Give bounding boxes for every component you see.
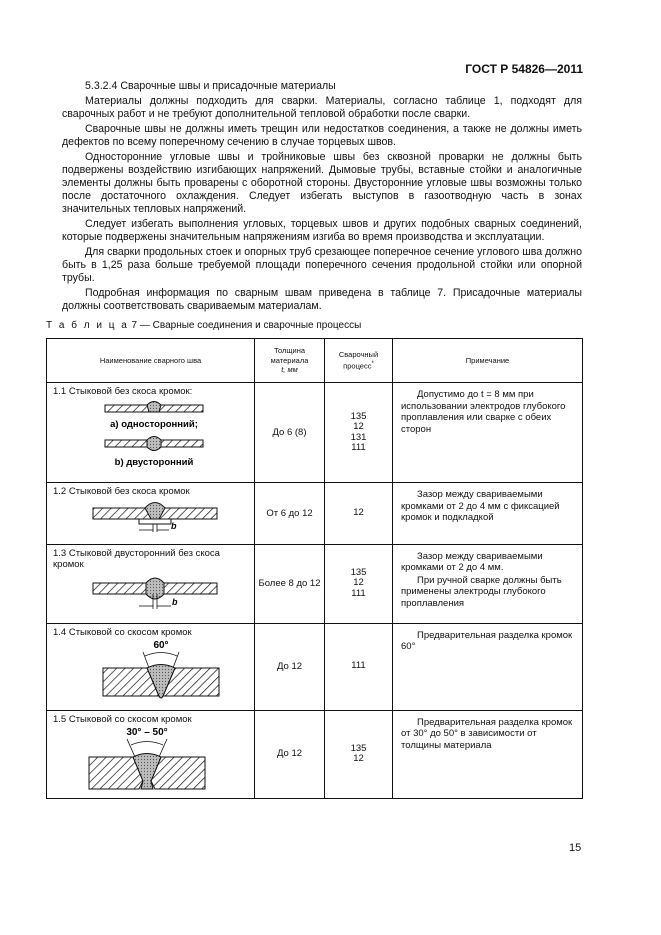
table-row bbox=[47, 383, 583, 483]
cell-name bbox=[47, 623, 255, 710]
table-row bbox=[47, 623, 583, 710]
paragraph: Подробная информация по сварным швам приведена в таблице 7. Присадочные материалы должны соответствовать свариваемым материалам. bbox=[62, 287, 582, 313]
bevel-angle-label: 30° – 50° bbox=[126, 727, 168, 738]
variant-b-label: b) двусторонний bbox=[114, 456, 194, 468]
section-heading: 5.3.2.4 Сварочные швы и присадочные материалы bbox=[85, 80, 336, 92]
gap-label: b bbox=[172, 596, 178, 607]
cell-thickness: До 12 bbox=[255, 710, 325, 798]
header-note: Примечание bbox=[393, 339, 583, 383]
paragraph: Следует избегать выполнения угловых, торцевых швов и других подобных сварных соединений, которые подвержены значительным напряжениям изгиба во время производства и эксплуатации. bbox=[62, 218, 582, 244]
weld-name: 1.5 Стыковой со скосом кромок bbox=[53, 713, 192, 725]
header-process: Сварочный процесс* bbox=[325, 339, 393, 383]
variant-a-label: а) односторонний; bbox=[110, 418, 198, 430]
cell-thickness: До 12 bbox=[255, 623, 325, 710]
cell-note: Предварительная разделка кромок от 30° до 50° в зависимости от толщины материала bbox=[393, 710, 583, 798]
table-caption-prefix: Т а б л и ц а bbox=[46, 320, 129, 331]
document-header: ГОСТ Р 54826—2011 bbox=[465, 62, 583, 76]
cell-thickness: Более 8 до 12 bbox=[255, 544, 325, 623]
gap-label: b bbox=[171, 520, 177, 531]
cell-name bbox=[47, 710, 255, 798]
cell-name bbox=[47, 544, 255, 623]
cell-thickness: До 6 (8) bbox=[255, 383, 325, 483]
cell-name bbox=[47, 483, 255, 545]
paragraph: Сварочные швы не должны иметь трещин или недостатков соединения, а также не должны иметь дефектов по всему поперечному сечению в случае торцевых швов. bbox=[62, 122, 582, 148]
weld-name: 1.4 Стыковой со скосом кромок bbox=[53, 626, 192, 638]
header-name: Наименование сварного шва bbox=[47, 339, 255, 383]
bevel-angle-label: 60° bbox=[153, 640, 169, 651]
table-row bbox=[47, 544, 583, 623]
cell-process: 111 bbox=[325, 623, 393, 710]
table-row bbox=[47, 710, 583, 798]
cell-note: Допустимо до t = 8 мм при использовании электродов глубокого проплавления или сварке с обеих сторон bbox=[393, 383, 583, 483]
table-row bbox=[47, 483, 583, 545]
cell-process: 135 12 131 111 bbox=[325, 383, 393, 483]
cell-process: 12 bbox=[325, 483, 393, 545]
cell-thickness: От 6 до 12 bbox=[255, 483, 325, 545]
welds-table bbox=[46, 338, 583, 799]
header-thickness: Толщина материала t, мм bbox=[255, 339, 325, 383]
weld-diagram-backing bbox=[53, 498, 243, 544]
weld-name: 1.2 Стыковой без скоса кромок bbox=[53, 486, 190, 497]
cell-note: Зазор между свариваемыми кромками от 2 до 4 мм с фиксацией кромок и подкладкой bbox=[393, 483, 583, 545]
cell-process: 135 12 111 bbox=[325, 544, 393, 623]
cell-process: 135 12 bbox=[325, 710, 393, 798]
page-number: 15 bbox=[569, 842, 582, 854]
cell-note: Предварительная разделка кромок 60° bbox=[393, 623, 583, 710]
section-body bbox=[62, 80, 582, 313]
cell-name bbox=[47, 383, 255, 483]
weld-name: 1.1 Стыковой без скоса кромок: bbox=[53, 386, 193, 397]
cell-note: Зазор между свариваемыми кромками от 2 до 4 мм. При ручной сварке должны быть применены электроды глубокого проплавления bbox=[393, 544, 583, 623]
table-caption bbox=[46, 320, 361, 331]
weld-diagram-v-groove-30-50 bbox=[53, 725, 243, 797]
weld-diagram-v-groove-60 bbox=[53, 638, 243, 708]
table-caption-text: 7 — Сварные соединения и сварочные процессы bbox=[128, 320, 362, 331]
table-header-row bbox=[47, 339, 583, 383]
paragraph: Материалы должны подходить для сварки. Материалы, согласно таблице 1, подходят для сварочных работ и не требуют дополнительной тепловой обработки после сварки. bbox=[62, 94, 582, 120]
weld-diagram-double-sided bbox=[53, 571, 243, 615]
weld-name: 1.3 Стыковой двусторонний без скоса кромок bbox=[53, 547, 220, 570]
paragraph: Для сварки продольных стоек и опорных труб срезающее поперечное сечение углового шва должно быть в 1,25 раза больше требуемой площади поперечного сечения продольной стойки или опорной трубы. bbox=[62, 245, 582, 285]
weld-diagram-one-sided bbox=[53, 398, 243, 476]
paragraph: Односторонние угловые швы и тройниковые швы без сквозной проварки не должны быть подвержены воздействию изгибающих напряжений. Дымовые трубы, вставные стойки и аналогичные элементы должны быть проварены с оборотной стороны. Двусторонние угловые швы возможны только после достаточного охлаждения. Следует избегать выступов в газоотводную часть в зонах значительных тепловых напряжений. bbox=[62, 150, 582, 216]
